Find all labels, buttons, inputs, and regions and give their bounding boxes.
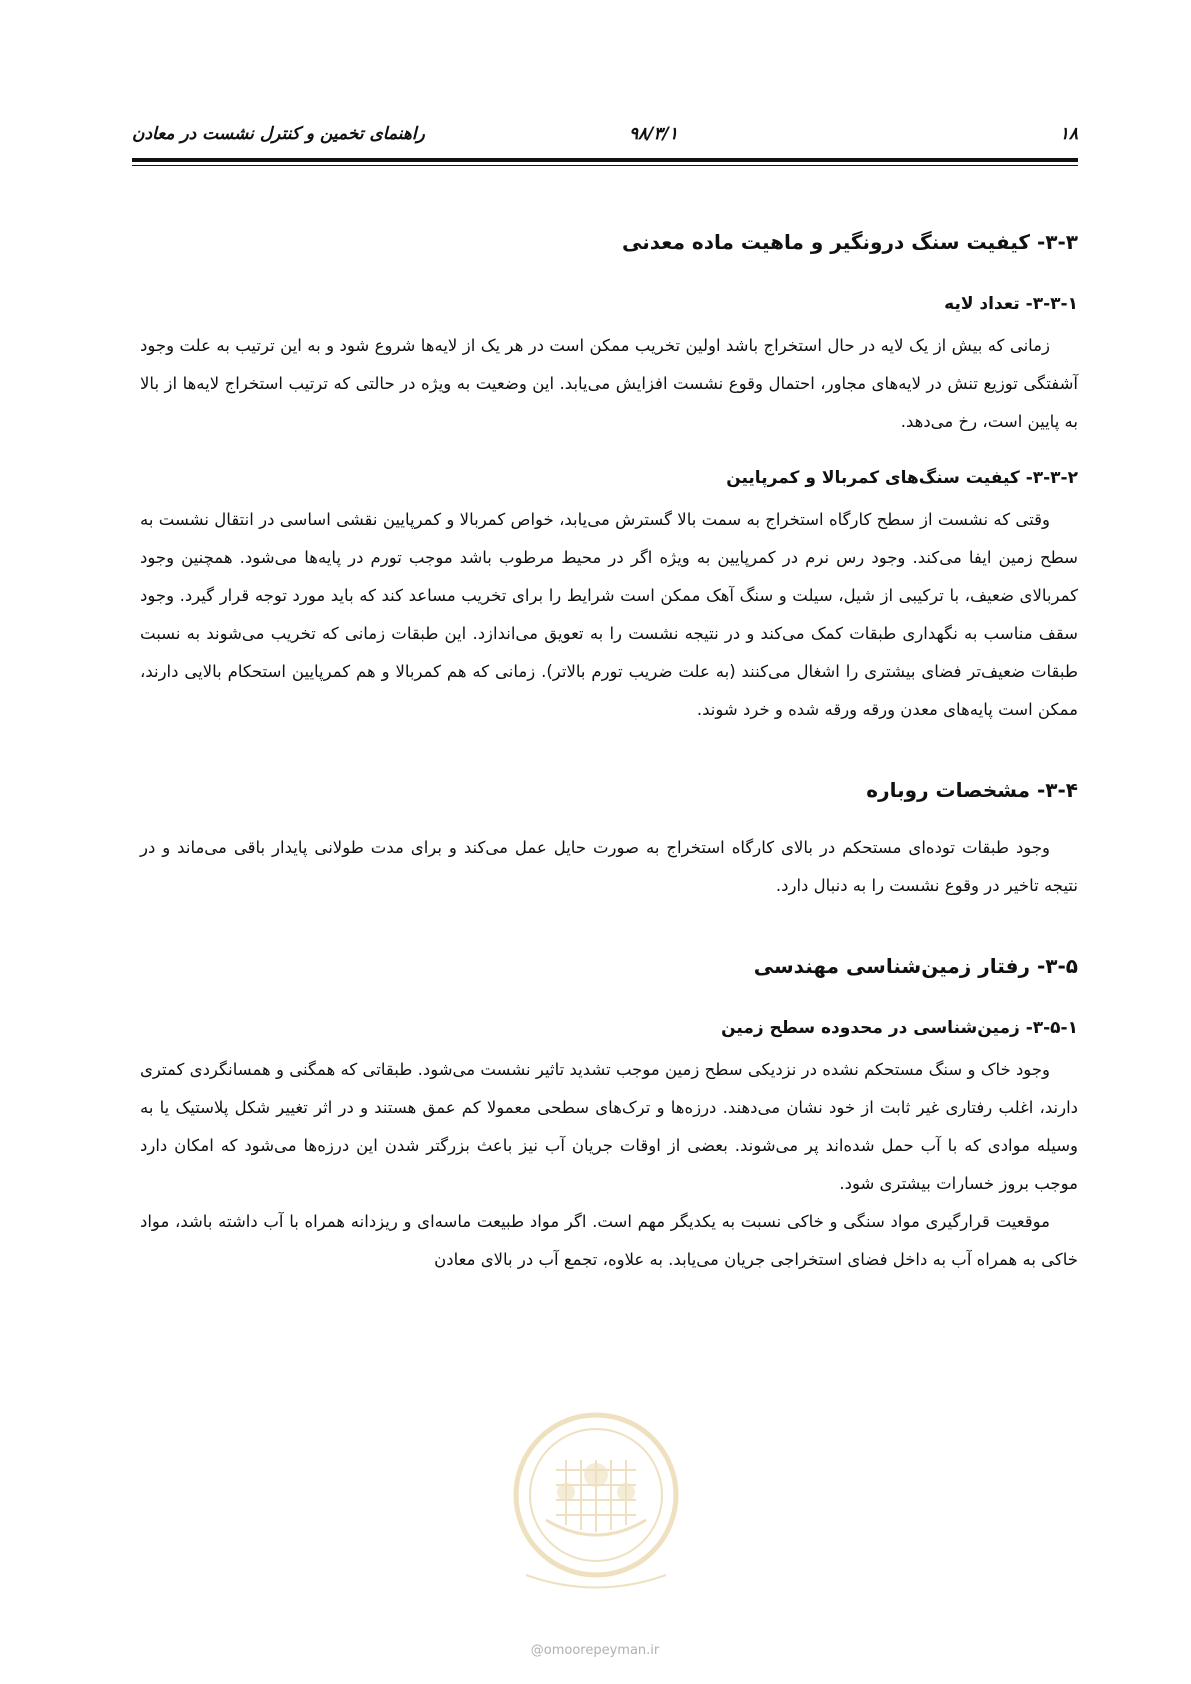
paragraph-3-5-1-b: موقعیت قرارگیری مواد سنگی و خاکی نسبت به یکدیگر مهم است. اگر مواد طبیعت ماسه‌ای و ریزدانه همراه با آب داشته باشد، مواد خاکی به همراه آب به داخل فضای استخراجی جریان می‌یابد. به علاوه، تجمع آب در بالای معادن [140,1212,1078,1269]
heading-3-3: ۳-۳- کیفیت سنگ درونگیر و ماهیت ماده معدنی [621,230,1078,254]
page-header [132,124,1078,158]
paragraph-3-4: وجود طبقات توده‌ای مستحکم در بالای کارگاه استخراج به صورت حایل عمل می‌کند و برای مدت طولانی پایدار باقی می‌ماند و در نتیجه تاخیر در وقوع نشست را به دنبال دارد. [140,838,1078,895]
paragraph-3-3-1: زمانی که بیش از یک لایه در حال استخراج باشد اولین تخریب ممکن است در هر یک از لایه‌ها شروع شود و به این ترتیب به علت وجود آشفتگی توزیع تنش در لایه‌های مجاور، احتمال وقوع نشست افزایش می‌یابد. این وضعیت به ویژه در حالتی که ترتیب استخراج لایه‌ها از بالا به پایین است، رخ می‌دهد. [140,336,1078,431]
heading-3-3-2: ۳-۳-۲- کیفیت سنگ‌های کمربالا و کمرپایین [726,468,1078,488]
header-rule-thin [132,165,1078,166]
paragraph-3-5-1-a: وجود خاک و سنگ مستحکم نشده در نزدیکی سطح زمین موجب تشدید تاثیر نشست می‌شود. طبقاتی که همگنی و همسانگردی کمتری دارند، اغلب رفتاری غیر ثابت از خود نشان می‌دهند. درزه‌ها و ترک‌های سطحی معمولا کم عمق هستند و در اثر تغییر شکل پلاستیک یا به وسیله موادی که با آب حمل شده‌اند پر می‌شوند. بعضی از اوقات جریان آب نیز باعث بزرگتر شدن این درزه‌ها می‌شود که امکان دارد موجب بروز خسارات بیشتری شود. [140,1060,1078,1193]
body-content [140,225,1078,1279]
heading-3-5-1: ۳-۵-۱- زمین‌شناسی در محدوده سطح زمین [721,1018,1078,1038]
paragraph-3-3-2: وقتی که نشست از سطح کارگاه استخراج به سمت بالا گسترش می‌یابد، خواص کمربالا و کمرپایین نقشی اساسی در انتقال نشست به سطح زمین ایفا می‌کند. وجود رس نرم در کمرپایین به ویژه اگر در محیط مرطوب باشد موجب تورم در پایه‌ها می‌شود. همچنین وجود کمربالای ضعیف، با ترکیبی از شیل، سیلت و سنگ آهک ممکن است شرایط را برای تخریب مساعد کند که باید مورد توجه قرار گیرد. وجود سقف مناسب به نگهداری طبقات کمک می‌کند و در نتیجه نشست را به تعویق می‌اندازد. این طبقات زمانی که تخریب می‌شوند به نسبت طبقات ضعیف‌تر فضای بیشتری را اشغال می‌کنند (به علت ضریب تورم بالاتر). زمانی که هم کمربالا و هم کمرپایین استحکام بالایی دارند، ممکن است پایه‌های معدن ورقه ورقه شده و خرد شوند. [140,510,1078,719]
header-date: ۹۸/۳/۱ [629,124,678,144]
header-rule-thick [132,158,1078,162]
page-number: ۱۸ [1059,124,1078,144]
heading-3-3-1: ۳-۳-۱- تعداد لایه [944,294,1078,314]
header-title: راهنمای تخمین و کنترل نشست در معادن [132,124,425,144]
watermark-seal [506,1400,686,1610]
watermark-text: @omoorepeyman.ir [530,1643,660,1658]
heading-3-4: ۳-۴- مشخصات روباره [866,778,1078,802]
heading-3-5: ۳-۵- رفتار زمین‌شناسی مهندسی [753,954,1078,978]
